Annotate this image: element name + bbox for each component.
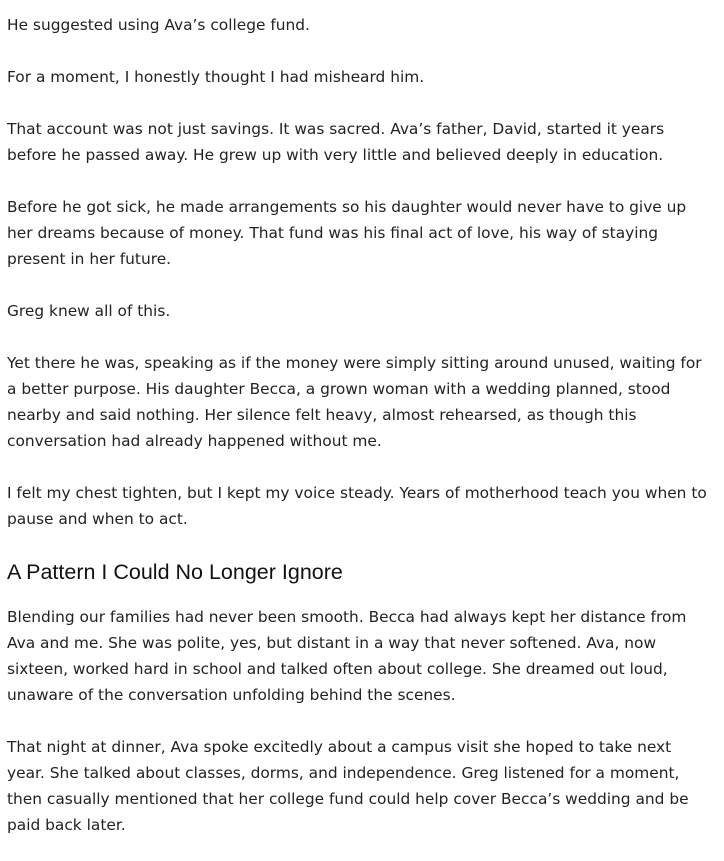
article-paragraph: That account was not just savings. It was sacred. Ava’s father, David, started it years before he passed away. He grew up with very little and believed deeply in education. (7, 120, 665, 164)
article-paragraph: Greg knew all of this. (7, 302, 171, 320)
section-heading: A Pattern I Could No Longer Ignore (7, 560, 343, 584)
article-paragraph: Before he got sick, he made arrangements so his daughter would never have to give up her dreams because of money. That fund was his final act of love, his way of staying present in her future. (7, 198, 687, 268)
article-paragraph: Blending our families had never been smooth. Becca had always kept her distance from Ava and me. She was polite, yes, but distant in a way that never softened. Ava, now sixteen, worked hard in school and talked often about college. She dreamed out loud, unaware of the conversation unfolding behind the scenes. (7, 608, 687, 704)
article-paragraph: For a moment, I honestly thought I had misheard him. (7, 68, 425, 86)
article-paragraph: That night at dinner, Ava spoke excitedly about a campus visit she hoped to take next year. She talked about classes, dorms, and independence. Greg listened for a moment, then casually mentioned that her college fund could help cover Becca’s wedding and be paid back later. (7, 738, 689, 834)
article-paragraph: He suggested using Ava’s college fund. (7, 16, 310, 34)
article-paragraph: Yet there he was, speaking as if the money were simply sitting around unused, waiting for a better purpose. His daughter Becca, a grown woman with a wedding planned, stood nearby and said nothing. Her silence felt heavy, almost rehearsed, as though this conversation had already happened without me. (7, 354, 702, 450)
article-body (0, 12, 707, 838)
article-paragraph: I felt my chest tighten, but I kept my voice steady. Years of motherhood teach you when to pause and when to act. (7, 484, 707, 528)
